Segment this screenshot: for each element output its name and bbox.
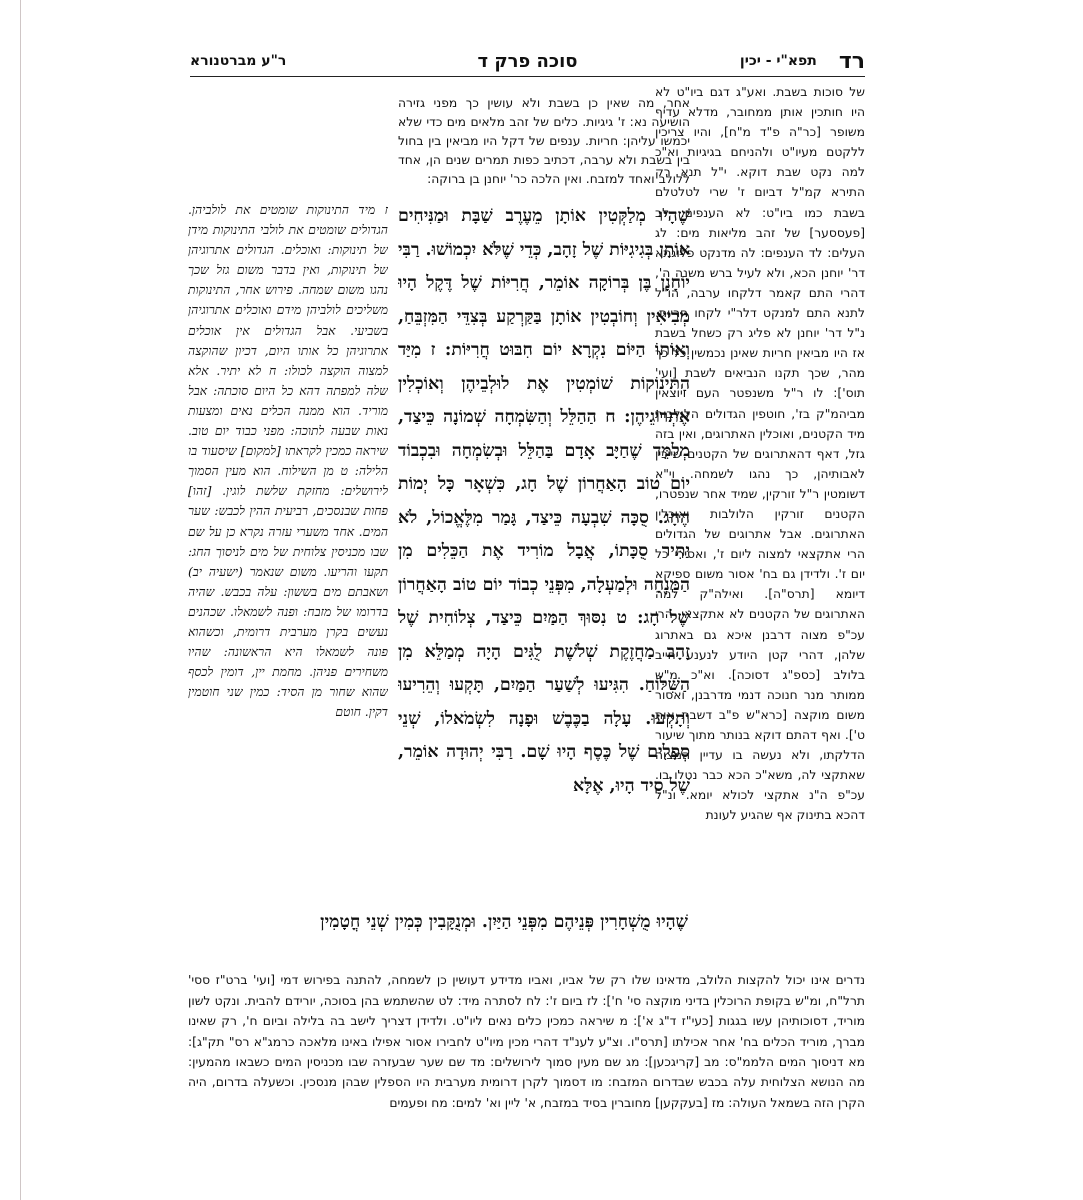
bartenura-column <box>188 200 388 906</box>
mishnah-continuation <box>188 906 688 946</box>
footnotes-block <box>188 958 865 1118</box>
mishnah-text: שֶׁהָיוּ מְלַקְּטִין אוֹתָן מֵעֶרֶב שַׁבָּת וּמַנִּיחִים אוֹתָן בְּגִיגִיּוֹת שֶׁל זָהָב, כְּדֵי שֶׁלֹּא יִכְמוֹשׁוּ. רַבִּי יוֹחָנָן בֶּן בְּרוֹקָה אוֹמֵר, חֲרִיּוֹת שֶׁל דֶּקֶל הָיוּ מְבִיאִין וְחוֹבְטִין אוֹתָן בַּקַּרְקַע בְּצִדֵּי הַמִּזְבֵּחַ, וְאוֹתוֹ הַיּוֹם נִקְרָא יוֹם חִבּוּט חֲרִיּוֹת: ז מִיַּד הַתִּינוֹקוֹת שׁוֹמְטִין אֶת לוּלְבֵיהֶן וְאוֹכְלִין אֶתְרוֹגֵיהֶן: ח הַהַלֵּל וְהַשִּׂמְחָה שְׁמוֹנָה כֵּיצַד, מְלַמֵּד שֶׁחַיָּב אָדָם בַּהַלֵּל וּבְשִׂמְחָה וּבִכְבוֹד יוֹם טוֹב הָאַחֲרוֹן שֶׁל חָג, כִּשְׁאָר כָּל יְמוֹת הֶחָג. סֻכָּה שִׁבְעָה כֵּיצַד, גָּמַר מִלֶּאֱכוֹל, לֹא יַתִּיר סֻכָּתוֹ, אֲבָל מוֹרִיד אֶת הַכֵּלִים מִן הַמִּנְחָה וּלְמַעְלָה, מִפְּנֵי כְבוֹד יוֹם טוֹב הָאַחֲרוֹן שֶׁל חָג: ט נִסּוּךְ הַמַּיִם כֵּיצַד, צְלוֹחִית שֶׁל זָהָב מַחֲזֶקֶת שְׁלֹשֶׁת לֻגִּים הָיָה מְמַלֵּא מִן הַשִּׁלּוֹחַ. הִגִּיעוּ לְשַׁעַר הַמַּיִם, תָּקְעוּ וְהֵרִיעוּ וְתָקְעוּ. עָלָה בַכֶּבֶשׁ וּפָנָה לִשְׂמֹאלוֹ, שְׁנֵי סְפָלִים שֶׁל כֶּסֶף הָיוּ שָׁם. רַבִּי יְהוּדָה אוֹמֵר, שֶׁל סִיד הָיוּ, אֶלָּא <box>398 206 690 796</box>
left-commentary-title: ר"ע מברטנורא <box>190 53 287 69</box>
tiferet-yisrael-text: של סוכות בשבת. ואע"ג דגם ביו"ט לא היו חותכין אותן ממחובר, מדלא עדיף משופר [כר"ה פ"ד מ"ח], והיו צריכין ללקטם מעיו"ט ולהניחם בגיגיות וא"כ למה נקט שבת דוקא. י"ל תנא רק התירא קמ"ל דביום ז' שרי לטלטלם בשבת כמו ביו"ט: לא הענפים: לב [פעססער] של זהב מליאות מים: לג העלים: לד הענפים: לה מדנקט פלוגתא דר' יוחנן הכא, ולא לעיל ברש משנה ה', דהרי התם קאמר דלקחו ערבה, הו"ל לתנא התם למנקט דלר"י לקחו חריות. נ"ל דר' יוחנן לא פליג רק כשחל בשבת אז היו מביאין חריות שאינן נכמשין כל כך מהר, שכך תקנו הנביאים לשבת [ועי' תוס']: לו ר"ל משנפטר העם ויוצאין מביהמ"ק בז', חוטפין הגדולים הלולבות מיד הקטנים, ואוכלין האתרוגים, ואין בזה גזל, דאף דהאתרוגים של הקטנים שייכין לאבותיהן, כך נהגו לשמחה. וי"א דשומטין ר"ל זורקין, שמיד אחר שנפטרו, הקטנים זורקין הלולבות ואוכלין האתרוגים. אבל אתרוגים של הגדולים הרי אתקצאי למצוה ליום ז', ואסירי כל יום ז'. ולדידן גם בח' אסור משום ספיקא דיומא [תרס"ה]. ואילה"ק למה האתרוגים של הקטנים לא אתקצאי, הרי עכ"פ מצוה דרבנן איכא גם באתרוג שלהן, דהרי קטן היודע לנענע חייב בלולב [כספ"ג דסוכה]. וא"כ מ"ש ממותר מנר חנוכה דנמי מדרבנן, ואסור משום מוקצה [כרא"ש פ"ב דשבת אות ט']. ואף דהתם דוקא בנותר מתוך שיעור הדלקתו, ולא נעשה בו עדיין המצוה שאתקצי לה, משא"כ הכא כבר נטלו בו. עכ"פ ה"נ אתקצי לכולא יומא. ונ"ל דהכא בתינוק אף שהגיע לעונת <box>655 85 865 823</box>
tractate-chapter-title: סוכה פרק ד <box>477 50 578 72</box>
footnotes-text: נדרים אינו יכול להקצות הלולב, מדאינו שלו רק של אביו, ואביו מדידע דעושין כן לשמחה, להתנה בפירוש דמי [ועי' ברט"ז ססי' תרל"ח, ומ"ש בקופת הרוכלין בדיני מוקצה סי' ח']: לז ביום ז': לח לסתרה מיד: לט שהשתמש בהן בסוכה, יורידם להבית. ונקט לשון מוריד, דסוכותיהן עשו בגגות [כעי"ז ד"ג א']: מ שיראה כמכין כלים נאים ליו"ט. ולדידן דצריך לישב בה בלילה וביום ח', רק שאינו מברך, מוריד הכלים בח' אחר אכילתו [תרס"ו. וצ"ע לענ"ד דהרי מכין מיו"ט לחבירו אסור אפילו באינו מלאכה כרמג"א רס" תק"ג]: מא דניסוך המים הלממ"ס: מב [קריגכען]: מג שם מעין סמוך לירושלים: מד שם שער שבעזרה שבו מכניסין המים כשבאו מהמעין: מה הנושא הצלוחית עלה בכבש שבדרום המזבח: מו דסמוך לקרן דרומית מערבית היו הספלין שבהן מנסכין. וכשעלה בדרום, היה הקרן הזה בשמאל העולה: מז [בעקקען] מחוברין בסיד במזבח, א' ליין וא' למים: מח ופעמים <box>188 973 865 1110</box>
binding-edge <box>20 0 21 1200</box>
bartenura-top-block <box>398 82 690 196</box>
page-header <box>190 46 865 77</box>
right-commentary-title: תפא"י - יכין <box>739 53 817 69</box>
mishnah-continuation-text: שֶׁהָיוּ מֻשְׁחָרִין פְּנֵיהֶם מִפְּנֵי הַיַּיִן. וּמְנֻקָּבִין כְּמִין שְׁנֵי חֳטָמִין <box>320 912 688 932</box>
folio-number: רד <box>838 48 865 74</box>
mishnah-column <box>398 200 690 906</box>
bartenura-top-text: אחר, מה שאין כן בשבת ולא עושין כך מפני גזירה הושיעה נא: ז' גיגיות. כלים של זהב מלאים מים כדי שלא יכמשו עליהן: חריות. ענפים של דקל היו מביאין בין בחול בין בשבת ולא ערבה, דכתיב כפות תמרים שנים הן, אחד ללולב ואחד למזבח. ואין הלכה כר' יוחנן בן ברוקה: <box>398 96 690 187</box>
bartenura-text: ז מיד התינוקות שומטים את לולביהן. הגדולים שומטים את לולבי התינוקות מידן של תינוקות: ואוכלים. הגדולים אתרוגיהן של תינוקות, ואין בדבר משום גזל שכך נהגו משום שמחה. פירוש אחר, התינוקות משליכים לולביהן מידם ואוכלים אתרוגיהן בשביעי. אבל הגדולים אין אוכלים אתרוגיהן כל אותו היום, דכיון שהוקצה למצוה הוקצה לכולו: ח לא יתיר. אלא שלה למפתה דהא כל היום סוכתה: אבל מוריד. הוא ממנה הכלים נאים ומצעות נאות שבעה לתוכה: מפני כבוד יום טוב. שיראה כמכין לקראתו [למקום] שיסעוד בו הלילה: ט מן השילוח. הוא מעין הסמוך לירושלים: מחזקת שלשת לוגין. [זהו] פחות שבנסכים, רביעית ההין לכבש: שער המים. אחד משערי עזרה נקרא כן על שם שבו מכניסין צלוחית של מים לניסוך החג: תקעו והריעו. משום שנאמר (ישעיה יב) ושאבתם מים בששון: עלה בכבש. שהיה בדרומו של מזבח: ופנה לשמאלו. שכהנים נעשים בקרן מערבית דרומית, וכשהוא פונה לשמאלו היא הראשונה: שהיו משחירים פניהן. מחמת יין, דומין לכסף שהוא שחור מן הסיד: כמין שני חוטמין דקין. חוטם <box>188 203 388 720</box>
